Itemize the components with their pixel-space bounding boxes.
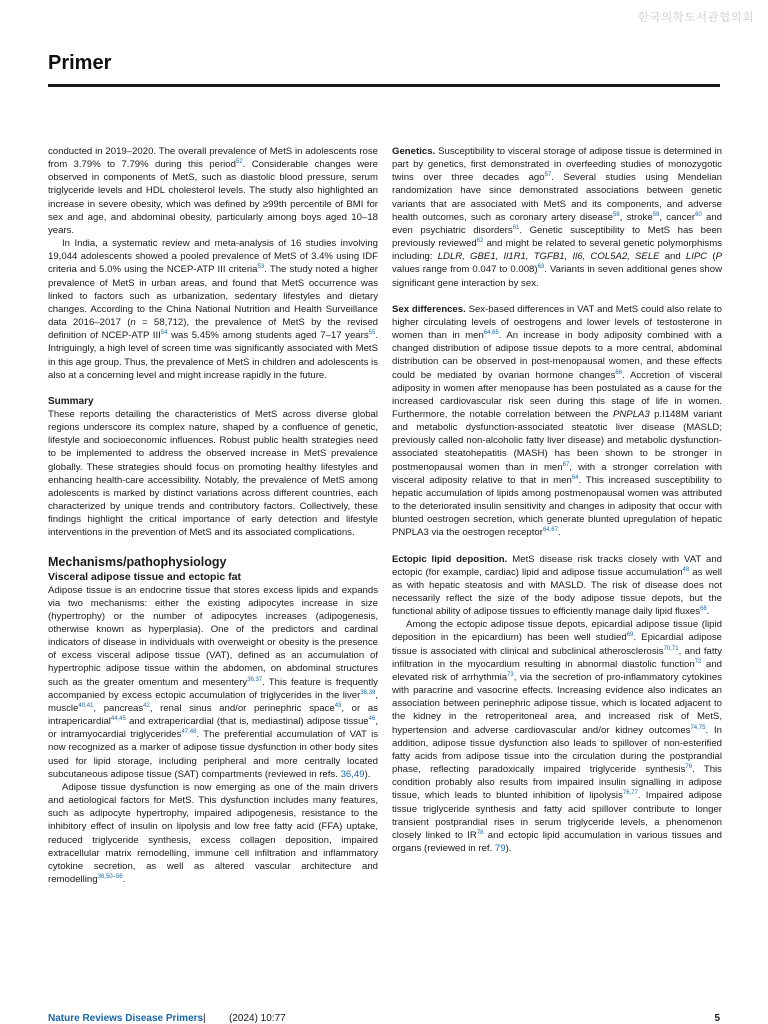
citation[interactable]: 38,39: [360, 689, 376, 696]
vat-heading: Visceral adipose tissue and ectopic fat: [48, 570, 241, 583]
paragraph: Among the ectopic adipose tissue depots, epicardial adipose tissue (lipid deposition in the epicardium) has been well studied$^{69}$. Epicardial adipose tissue is associated with clinical and subclinical atherosclerosis$^{70,71}$, and fatty infiltration in the myocardium resulting in abnormal diastolic function$^{72}$ and elevated risk of arrhythmia$^{73}$, via the secretion of pro-inflammatory cytokines with paracrine and vasocrine effects. Increasing evidence also indicates an association between perinephric adipose tissue, which is located adjacent to the kidney in the retroperitoneal area, and increased risk of MetS, hypertension and adverse cardiovascular and/or kidney outcomes$^{74,75}$. In addition, adipose tissue dysfunction also leads to spillover of non-esterified fatty acids from adipose tissue into the circulation during the postprandial phase, reflecting paradoxically impaired triglyceride synthesis$^{76}$. This condition probably also results from impaired insulin signalling in adipose tissue, which leads to blunted inhibition of lipolysis$^{76,77}$. Impaired adipose tissue triglyceride synthesis and fatty acid spillover contribute to longer transient postprandial rises in serum triglyceride levels, a phenomenon closely linked to IR$^{78}$ and ectopic lipid accumulation in various tissues and organs (reviewed in ref. 79).: [392, 619, 723, 854]
summary-paragraph: These reports detailing the characteristics of MetS across diverse global regions underscore its complex nature, shaped by a confluence of genetic, lifestyle and socioeconomic influences. Robust public health strategies need to be implemented to address the observed increase in MetS prevalence globally. These strategies should focus on promoting healthy lifestyles and enhancing health-care accessibility. Notably, the prevalence of MetS among adolescents is marked by distinct variations across different countries, each characterized by unique trends and contributory factors. Collectively, these findings highlight the critical importance of early detection and lifestyle interventions in the prevention of MetS and its associated complications.: [48, 408, 378, 539]
citation[interactable]: 69: [626, 632, 634, 639]
citation[interactable]: 55: [368, 330, 376, 336]
citation[interactable]: 52: [235, 158, 243, 165]
section-label: Primer: [48, 52, 112, 74]
citation[interactable]: 62: [476, 237, 484, 244]
citation[interactable]: 64,65: [483, 329, 499, 336]
mechanisms-heading: Mechanisms/pathophysiology: [48, 554, 227, 569]
citation[interactable]: 54: [160, 330, 168, 336]
citation[interactable]: 64: [571, 474, 579, 481]
journal-name[interactable]: Nature Reviews Disease Primers: [48, 1013, 204, 1024]
citation[interactable]: 46: [368, 715, 376, 722]
citation[interactable]: 57: [544, 172, 552, 179]
sex-paragraph: Sex differences. Sex-based differences in VAT and MetS could also relate to higher circulating levels of oestrogens and lower levels of testosterone in women than in men$^{64,65}$. An increase in body adiposity combined with a changed distribution of adipose tissue depots to a more central, abdominal distribution can be observed in post-menopausal women, and these effects could be mediated by ovarian hormone changes$^{66}$. Accretion of visceral adiposity in women after menopause has been postulated as a cause for the increased cardiovascular risk seen during this stage of life in women. Furthermore, the notable correlation between the PNPLA3 p.I148M variant and metabolic dysfunction-associated steatotic liver disease (MASLD; previously called non-alcoholic fatty liver disease) and metabolic dysfunction-associated steatohepatitis (MASH) has been shown to be stronger in postmenopausal women than in men$^{67}$, with a stronger correlation with visceral adiposity relative to that in men$^{64}$. This increased susceptibility to hepatic accumulation of lipids among postmenopausal women was attributed to the deteriorated insulin sensitivity and changes in adiposity that occur with blunted oestrogen secretion, which generate blunted upregulation of hepatic PNPLA3 via the oestrogen receptor$^{64,67}$.: [392, 303, 723, 539]
genetics-paragraph: Genetics. Susceptibility to visceral storage of adipose tissue is determined in part by genetics, first demonstrated in overfeeding studies of monozygotic twins over three decades ago$^{57}$. Several studies using Mendelian randomization have since demonstrated associations between genetic variants that are associated with MetS and its components, and adverse health outcomes, such as coronary artery disease$^{58}$, stroke$^{59}$, cancer$^{60}$ and even psychiatric disorders$^{61}$. Genetic susceptibility to MetS has been previously reviewed$^{62}$ and might be related to several genetic polymorphisms including: LDLR, GBE1, Il1R1, TGFB1, Il6, COL5A2, SELE and LIPC (P values range from 0.047 to 0.008)$^{63}$. Variants in seven additional genes show significant gene interaction by sex.: [392, 146, 723, 289]
summary-heading: Summary: [48, 395, 94, 407]
citation[interactable]: 68: [700, 605, 707, 612]
footer-separator: |: [203, 1013, 206, 1024]
citation[interactable]: 64,67: [542, 527, 558, 534]
paragraph: conducted in 2019–2020. The overall prevalence of MetS in adolescents rose from 3.79% to 7.79% during this period$^{52}$. Considerable changes were observed in components of MetS, such as diastolic blood pressure, serum triglyceride levels and HDL cholesterol levels. The study also highlighted an increase in severe obesity, which was defined by ≥99th percentile of BMI for sex and age, and abdominal obesity, particularly among boys aged 10–18 years.: [48, 146, 378, 236]
citation[interactable]: 72: [694, 658, 702, 665]
year-volume: (2024) 10:77: [229, 1013, 286, 1024]
citation[interactable]: 36,37: [247, 676, 263, 683]
citation[interactable]: 78: [476, 829, 484, 836]
header-rule: [48, 84, 720, 87]
citation[interactable]: 43: [334, 702, 342, 709]
paragraph: Adipose tissue dysfunction is now emerging as one of the main drivers and aetiological factors for MetS. This dysfunction includes many features, such as adipocyte hypertrophy, impaired adipogenesis, resistance to the inhibitory effect of insulin on lipolysis and low free fatty acid (FFA) uptake, reduced triglyceride synthesis, excess collagen deposition, impaired extracellular matrix remodelling, immune cell infiltration and inflammatory cytokine secretion, as well as altered vascular architecture and remodelling$^{36,50-56}$.: [48, 781, 378, 885]
citation[interactable]: 59: [652, 211, 660, 218]
citation[interactable]: 47,48: [181, 729, 197, 736]
left-column: [48, 145, 378, 886]
citation[interactable]: 73: [507, 671, 514, 678]
citation[interactable]: 76: [685, 763, 693, 770]
sex-heading: Sex differences.: [392, 303, 466, 315]
citation[interactable]: 40,41: [78, 702, 94, 709]
citation[interactable]: 66: [615, 369, 623, 376]
citation[interactable]: 74,75: [690, 724, 706, 731]
citation[interactable]: 76,77: [622, 790, 638, 797]
citation[interactable]: 63: [537, 264, 545, 271]
citation[interactable]: 44,45: [110, 715, 126, 722]
citation[interactable]: 48: [682, 566, 690, 573]
page-number: 5: [714, 1013, 720, 1024]
citation[interactable]: 53: [257, 264, 265, 271]
paragraph: In India, a systematic review and meta-analysis of 16 studies involving 19,044 adolescents showed a pooled prevalence of MetS of 3.4% using IDF criteria and 5.0% using the NCEP-ATP III criteria$^{53}$. The study noted a higher prevalence of MetS in urban areas, and found that MetS occurrence was linked to factors such as urbanization, sedentary lifestyles and dietary changes. According to the China National Nutrition and Health Surveillance data 2016–2017 (n = 58,712), the prevalence of MetS by the revised definition of NCEP-ATP III$^{54}$ was 5.45% among students aged 7–17 years$^{55}$. Intriguingly, a high level of screen time was significantly associated with MetS in this age group. Thus, the prevalence of MetS in children and adolescents is also at a concerning level and might increase rapidly in the future.: [48, 238, 379, 381]
ref-link[interactable]: 79: [494, 842, 506, 854]
paragraph: Adipose tissue is an endocrine tissue that stores excess lipids and expands via two mechanisms: either the existing adipocytes increase in size (hypertrophy) or the number of adipocytes increases (adipogenesis, otherwise known as hyperplasia). One of the predictors and cardinal indicators of disease in individuals with overweight or obesity is the presence of excess visceral adipose tissue (VAT), defined as an accumulation of hypertrophic adipose tissue within the abdomen, on abdominal structures such as the greater omentum and mesentery$^{36,37}$. This feature is frequently accompanied by excess ectopic accumulation of triglycerides in the liver$^{38,39}$, muscle$^{40,41}$, pancreas$^{42}$, renal sinus and/or perinephric space$^{43}$, or as intrapericardial$^{44,45}$ and extrapericardial (that is, mediastinal) adipose tissue$^{46}$, or intramyocardial triglycerides$^{47,48}$. The preferential accumulation of VAT is now recognized as a marker of adipose tissue dysfunction in other body sites used for lipid storage, including peripheral and more centrally located subcutaneous adipose tissue (SAT) compartments (reviewed in refs. 36,49).: [48, 584, 379, 780]
ref-link[interactable]: 36,49: [340, 768, 365, 780]
ectopic-heading: Ectopic lipid deposition.: [392, 553, 508, 565]
citation[interactable]: 67: [562, 461, 570, 468]
citation[interactable]: 60: [695, 211, 702, 218]
citation[interactable]: 36,50–56: [97, 873, 123, 880]
citation[interactable]: 58: [613, 211, 620, 218]
citation[interactable]: 70,71: [663, 645, 679, 652]
right-column: [392, 145, 722, 855]
watermark: 한국의학도서관협의회: [637, 10, 754, 24]
citation[interactable]: 42: [143, 702, 150, 709]
citation[interactable]: 61: [512, 224, 520, 231]
genetics-heading: Genetics.: [392, 146, 436, 157]
ectopic-paragraph: Ectopic lipid deposition. MetS disease risk tracks closely with VAT and ectopic (for example, cardiac) lipid and adipose tissue accumulation$^{48}$ as well as with hepatic steatosis and with MASLD. The risk of disease does not necessarily reflect the size of the body adipose tissue depots, but the functional ability of adipose tissues to efficiently manage daily lipid fluxes$^{68}$.: [392, 553, 722, 618]
